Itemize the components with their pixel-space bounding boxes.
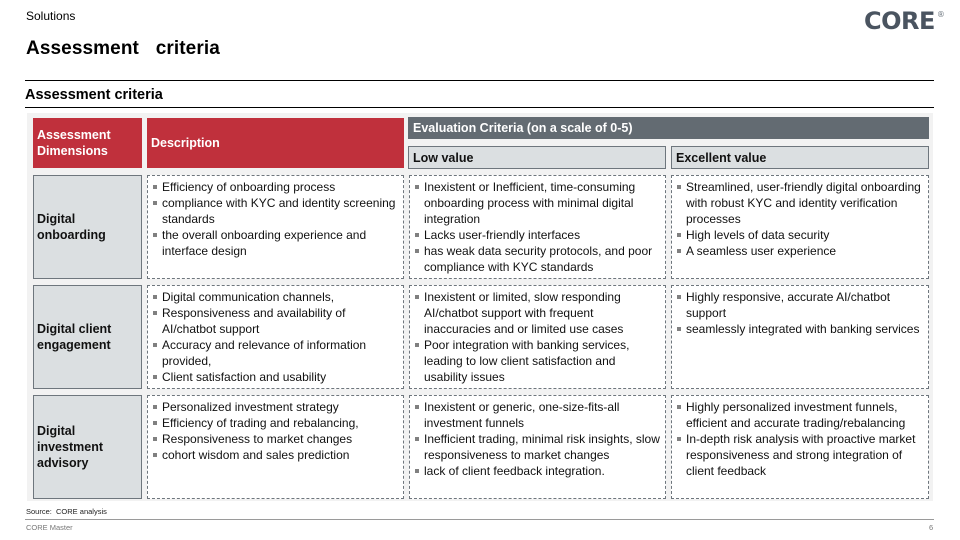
excellent-value-cell [671,175,929,279]
footer-divider [25,519,934,520]
list-item: A seamless user experience [676,243,924,259]
low-value-cell [409,395,666,499]
logo-text: CORE [864,7,935,35]
description-cell [147,395,404,499]
list-item: Streamlined, user-friendly digital onboarding with robust KYC and identity verification processes [676,179,924,227]
list-item: has weak data security protocols, and poor compliance with KYC standards [414,243,661,275]
description-cell [147,175,404,279]
list-item: cohort wisdom and sales prediction [152,447,399,463]
list-item: Efficiency of trading and rebalancing, [152,415,399,431]
dimension-digital-onboarding: Digital onboarding [33,175,142,279]
title-divider [25,80,934,81]
list-item: Client satisfaction and usability [152,369,399,385]
subtitle-divider [25,107,934,108]
footer-label: CORE Master [26,523,73,532]
dimension-digital-investment-advisory: Digital investment advisory [33,395,142,499]
list-item: Highly responsive, accurate AI/chatbot support [676,289,924,321]
header-assessment-dimensions: Assessment Dimensions [33,118,142,168]
list-item: Lacks user-friendly interfaces [414,227,661,243]
excellent-value-cell [671,285,929,389]
page-number: 6 [929,523,934,532]
list-item: the overall onboarding experience and interface design [152,227,399,259]
excellent-value-cell [671,395,929,499]
header-low-value: Low value [408,146,666,169]
list-item: Efficiency of onboarding process [152,179,399,195]
list-item: compliance with KYC and identity screening standards [152,195,399,227]
list-item: seamlessly integrated with banking services [676,321,924,337]
list-item: Responsiveness and availability of AI/chatbot support [152,305,399,337]
section-label: Solutions [26,9,76,23]
description-cell [147,285,404,389]
header-description: Description [147,118,404,168]
list-item: lack of client feedback integration. [414,463,661,479]
dimension-digital-client-engagement: Digital client engagement [33,285,142,389]
list-item: Inexistent or limited, slow responding AI/chatbot support with frequent inaccuracies and or limited use cases [414,289,661,337]
list-item: Responsiveness to market changes [152,431,399,447]
core-logo [864,7,945,35]
list-item: Digital communication channels, [152,289,399,305]
list-item: Personalized investment strategy [152,399,399,415]
low-value-cell [409,175,666,279]
list-item: Inefficient trading, minimal risk insights, slow responsiveness to market changes [414,431,661,463]
header-evaluation-criteria: Evaluation Criteria (on a scale of 0-5) [408,117,929,139]
list-item: Poor integration with banking services, leading to low client satisfaction and usability issues [414,337,661,385]
list-item: Accuracy and relevance of information provided, [152,337,399,369]
list-item: Highly personalized investment funnels, efficient and accurate trading/rebalancing [676,399,924,431]
source-note: Source: CORE analysis [26,507,107,516]
subtitle: Assessment criteria [25,87,163,103]
registered-mark-icon: ® [936,10,945,19]
header-excellent-value: Excellent value [671,146,929,169]
page-title: Assessment criteria [26,38,220,59]
list-item: Inexistent or Inefficient, time-consuming onboarding process with minimal digital integration [414,179,661,227]
list-item: In-depth risk analysis with proactive market responsiveness and strong integration of client feedback [676,431,924,479]
list-item: High levels of data security [676,227,924,243]
list-item: Inexistent or generic, one-size-fits-all investment funnels [414,399,661,431]
low-value-cell [409,285,666,389]
